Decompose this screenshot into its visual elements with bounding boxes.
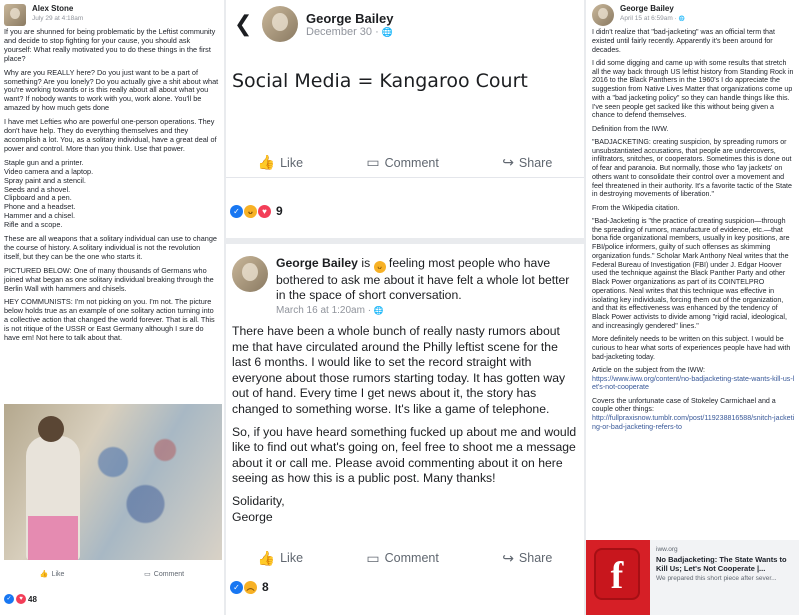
thumbs-up-icon: 👍 [257, 154, 276, 170]
paragraph: From the Wikipedia citation. [592, 203, 680, 212]
share-button[interactable] [502, 154, 552, 171]
paragraph: So, if you have heard something fucked up about me and would like to find out what's going on, feel free to shoot me a message about it or call me. Please avoid commenting about it on here seeing as how this is a public post. Many thanks! [232, 424, 577, 486]
facebook-logo-icon: f [594, 548, 640, 600]
paragraph: I have met Lefties who are powerful one-person operations. They don't have help. They do everything themselves and they accomplish a lot. You, as a solitary individual, have a great deal of power and control. More than you think. Use that power. [4, 117, 217, 153]
globe-icon: 🌐 [373, 306, 384, 315]
paragraph: HEY COMMUNISTS: I'm not picking on you. I'm not. The picture below holds true as an example of one solitary action turning into a collective action that changed the world forever. That is all. This is not ritique of the USSR or East Germany although I sure do have em! Not here to talk about that. [4, 297, 215, 343]
paragraph: PICTURED BELOW: One of many thousands of Germans who joined what began as one solitary individual breaking through the Berlin Wall with hammers and chisels. [4, 265, 214, 293]
person-pants [28, 516, 78, 560]
action-bar-row [226, 543, 584, 573]
post-photo[interactable] [4, 404, 222, 560]
paragraph: George [232, 509, 273, 524]
laughing-face-icon: ᴗ [374, 261, 386, 273]
list-item: Video camera and a laptop. [4, 166, 94, 176]
paragraph: Article on the subject from the IWW: [592, 365, 706, 374]
post-timestamp[interactable] [306, 26, 393, 38]
shared-post-header [226, 250, 584, 316]
reaction-summary[interactable] [4, 594, 37, 604]
post-title [276, 256, 578, 303]
comment-label: Comment [384, 155, 439, 170]
action-bar [226, 148, 584, 178]
avatar[interactable] [262, 6, 298, 42]
post-timestamp[interactable]: July 29 at 4:18am [32, 15, 84, 22]
paragraph: Definition from the IWW. [592, 124, 669, 133]
reaction-summary[interactable] [226, 178, 584, 238]
comment-button[interactable] [144, 570, 184, 578]
thumbs-up-icon: 👍 [257, 549, 276, 566]
like-reaction-icon: ✓ [230, 205, 243, 218]
love-reaction-icon: ♥ [16, 594, 26, 604]
feeling-prefix: is [357, 256, 374, 270]
reaction-count: 9 [276, 204, 283, 218]
paragraph: I didn't realize that "bad-jacketing" was an official term that existed until fairly recently. Apparently it's been around for decades. [592, 28, 775, 54]
like-button[interactable] [258, 154, 303, 171]
tools-list [4, 159, 219, 230]
comment-button[interactable] [366, 154, 438, 171]
post-header [586, 0, 799, 28]
paragraph: "Bad-Jacketing is "the practice of creating suspicion—through the spreading of rumors, manufacture of evidence, etc.—that bona fide organizational members, usually in key positions, are FBI/police informers, guilty of such offenses as skimming organization funds." Scholar Mark Anthony Neal writes that the Federal Bureau of Investigation (FBI) under J. Edgar Hoover used the technique against the Black Panther Party and other Black Power organizations as part of its COINTELPRO operations. Neal writes that this technique was effective in isolating key individuals, forcing them out of the organization, and that its effectiveness was enhanced by the tendency of Black Power activists to divide among "rigid racial, ideological, and increasingly gendered" lines." [592, 216, 790, 330]
action-bar-bottom [226, 543, 584, 573]
link-preview-text [650, 540, 799, 615]
post-panel-alex-stone [0, 0, 224, 615]
paragraph: Covers the unfortunate case of Stokeley Carmichael and a couple other things: [592, 396, 776, 414]
back-arrow-icon[interactable]: ❮ [234, 11, 253, 36]
list-item: Phone and a headset. [4, 202, 76, 212]
like-reaction-icon: ✓ [4, 594, 14, 604]
person-head [38, 416, 64, 442]
post-header [226, 0, 584, 48]
avatar[interactable] [592, 4, 614, 26]
post-panel-george-bailey-mobile [226, 0, 584, 615]
author-name[interactable]: George Bailey [276, 256, 358, 270]
post-body [586, 28, 799, 432]
paragraph: If you are shunned for being problematic by the Leftist community and decide to stop fighting for your cause, you should ask yourself: What really motivated you to do these things in the first place? [4, 27, 216, 63]
thumbs-up-icon: 👍 [39, 571, 49, 578]
author-name[interactable]: Alex Stone [32, 4, 74, 13]
paragraph: "BADJACKETING: creating suspicion, by spreading rumors or unsubstantiated accusations, that people are undercovers, infiltrators, snitches, or cooperators. Sometimes this is done out of fear and paranoia. But normally, those who 'lay jackets' on others want to consolidate their control over a movement and feel threatened in their authority. It's a favorite tactic of the State in destroying movements of liberation." [592, 137, 792, 199]
link-domain: iww.org [656, 546, 678, 553]
link-thumbnail [586, 540, 650, 615]
reaction-count: 48 [28, 594, 37, 604]
post-header [0, 0, 224, 28]
like-button[interactable] [258, 550, 303, 567]
share-button[interactable] [502, 550, 552, 567]
graffiti-wall [74, 414, 204, 534]
post-panel-george-bailey-badjacketing [586, 0, 799, 615]
author-name[interactable]: George Bailey [620, 4, 674, 13]
link-description: We prepared this short piece after sever... [656, 575, 777, 582]
list-item: Hammer and a chisel. [4, 211, 75, 221]
reaction-summary[interactable] [230, 580, 269, 594]
like-reaction-icon: ✓ [230, 581, 243, 594]
share-icon: ↪ [502, 549, 514, 566]
avatar[interactable] [232, 256, 268, 292]
date-text: December 30 · [306, 25, 382, 38]
author-name[interactable]: George Bailey [306, 10, 394, 26]
comment-icon: ▭ [366, 549, 380, 566]
feeling-text: feeling most people who have bothered to ask me about it have felt a whole lot better in the space of short conversation. [276, 256, 570, 302]
list-item: Spray paint and a stencil. [4, 175, 86, 185]
paragraph: More definitely needs to be written on this subject. I would be curious to hear what sorts of experiences people have had with bad-jacketing today. [592, 335, 791, 361]
globe-icon: 🌐 [381, 26, 394, 37]
sad-reaction-icon: ︵ [244, 581, 257, 594]
list-item: Clipboard and a pen. [4, 193, 72, 203]
post-separator [226, 238, 584, 244]
post-body [0, 28, 224, 343]
haha-reaction-icon: ᴗ [244, 205, 257, 218]
paragraph: I did some digging and came up with some results that stretch all the way back through US leftist history from Standing Rock in 2016 to the Black Panthers in the 1960's I do appreciate the suggestion from Native Lives Matter that organizations come up with a "bad jacketing policy" so they can handle things like this. I've seen people get sacked like this without being given a chance to defend themselves. [592, 58, 794, 120]
paragraph: Why are you REALLY here? Do you just want to be a part of something? Are you lonely? Do you actually give a shit about what you're working towards or is this really about all about what you want? If nobody wants to work with you, work alone. You'll be amazed by how much gets done [4, 67, 219, 113]
comment-button[interactable] [366, 550, 438, 567]
avatar[interactable] [4, 4, 26, 26]
post-body [226, 316, 584, 525]
action-bar [0, 570, 224, 578]
list-item: Seeds and a shovel. [4, 184, 71, 194]
comment-label: Comment [153, 570, 185, 578]
like-label: Like [51, 570, 65, 578]
comment-icon: ▭ [366, 154, 380, 170]
comment-label: Comment [384, 551, 439, 565]
share-icon: ↪ [502, 154, 514, 170]
iww-link[interactable]: https://www.iww.org/content/no-badjacketing-state-wants-kill-us-let's-not-cooperate [592, 374, 795, 392]
link-title: No Badjacketing: The State Wants to Kill Us; Let's Not Cooperate |... [656, 555, 787, 573]
post-timestamp[interactable] [620, 14, 685, 24]
paragraph: These are all weapons that a solitary individual can use to change the course of history. A solitary individual is not the revolution itself, but they can be the one who starts it. [4, 234, 217, 261]
status-text: Social Media = Kangaroo Court [232, 70, 528, 92]
globe-icon: 🌐 [678, 16, 685, 22]
list-item: Staple gun and a printer. [4, 157, 84, 167]
like-button[interactable] [40, 570, 65, 578]
like-label: Like [280, 155, 304, 170]
link-preview-card[interactable] [586, 540, 799, 615]
reaction-count: 8 [262, 580, 269, 594]
paragraph: Solidarity, [232, 493, 285, 508]
love-reaction-icon: ♥ [258, 205, 271, 218]
date-text: March 16 at 1:20am · [276, 305, 374, 316]
list-item: Rifle and a scope. [4, 220, 63, 230]
share-label: Share [518, 155, 553, 170]
tumblr-link[interactable]: http://fullpraxisnow.tumblr.com/post/119238816588/snitch-jacketing-or-bad-jacketing-refers-to [592, 414, 795, 431]
share-label: Share [518, 551, 553, 565]
comment-icon: ▭ [144, 571, 151, 578]
paragraph: There have been a whole bunch of really nasty rumors about me that have circulated around the Philly leftist scene for the last 6 months. I would like to set the record straight with everyone about those rumors starting today. It has gotten way out of hand. Every time I get news about it, the story has changed to something worse. It's like a game of telephone. [232, 324, 566, 416]
date-text: April 15 at 6:59am · [620, 15, 679, 22]
like-label: Like [280, 551, 304, 565]
post-timestamp[interactable] [276, 305, 578, 316]
